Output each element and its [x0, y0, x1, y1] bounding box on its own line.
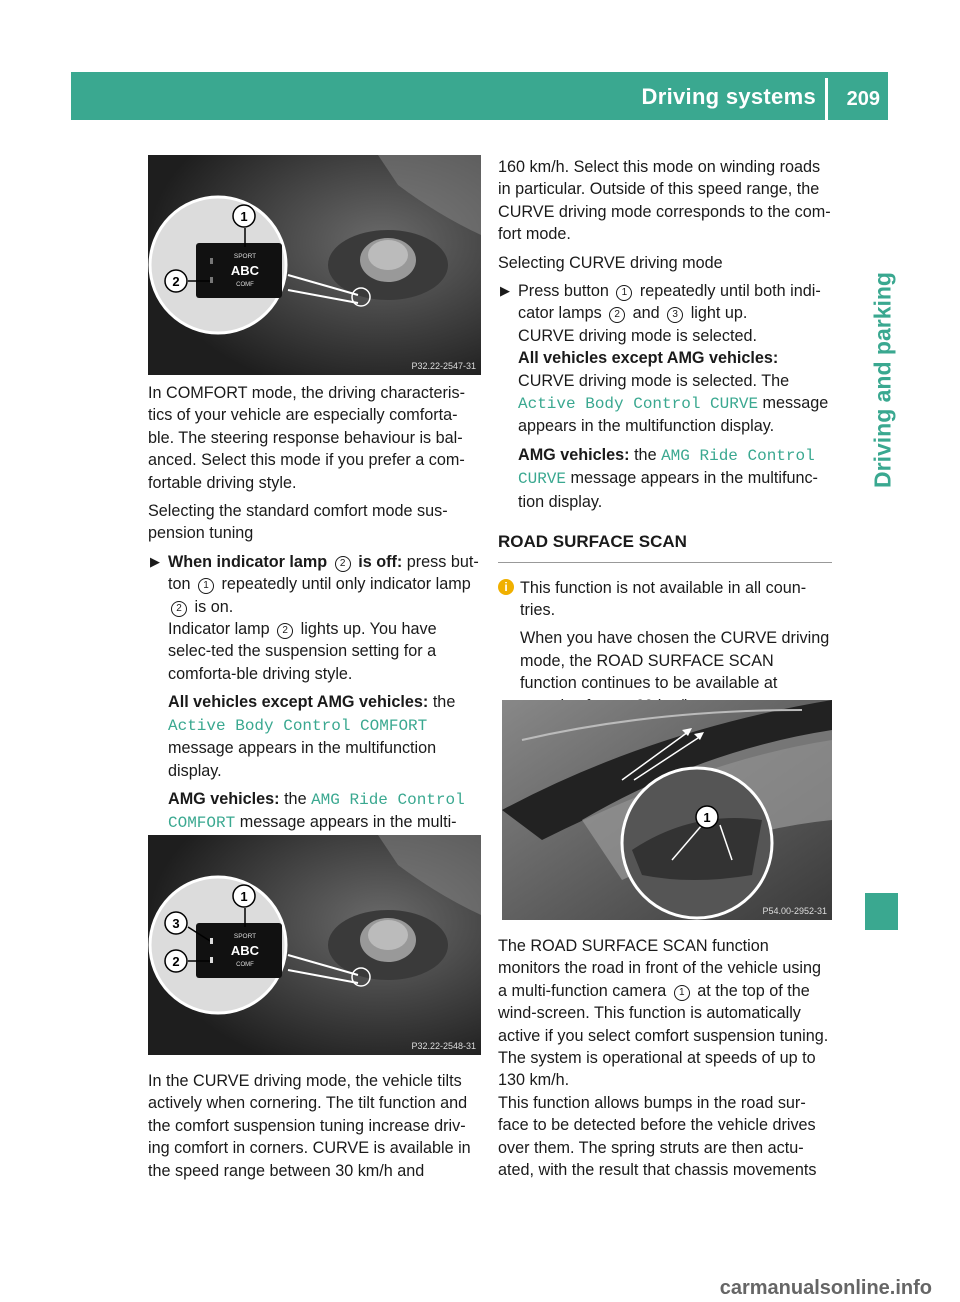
- figure-code: P32.22-2547-31: [411, 361, 476, 371]
- section-heading-block: [498, 531, 832, 562]
- callout-2: 2: [172, 954, 180, 969]
- lamp-comf-label: COMF: [236, 962, 254, 968]
- non-amg-note: [168, 691, 482, 782]
- lamp-abc-label: ABC: [230, 943, 260, 958]
- comfort-mode-description: In COMFORT mode, the driving characteris-tics of your vehicle are especially comforta-ble. The steering response behaviour is bal-anced. Select this mode if you prefer a com-fortable driving style.: [148, 384, 465, 492]
- lamp-comf-label: COMF: [236, 282, 254, 288]
- step-text: repeatedly until both indi-cator lamps: [518, 282, 821, 323]
- road-scan-description: [498, 935, 832, 1092]
- step-text: press but-ton: [168, 552, 479, 594]
- callout-ref: 1: [616, 285, 632, 301]
- note-text: the: [634, 445, 657, 464]
- result-text: lights up. You have selec-ted the suspension setting for a comforta-ble driving style.: [168, 620, 437, 683]
- callout-ref: 3: [667, 307, 683, 323]
- chapter-marker: [865, 893, 898, 930]
- header-bar: [71, 72, 888, 120]
- chapter-tab: [868, 240, 898, 520]
- display-message: AMG Ride Control CURVE: [518, 446, 815, 489]
- chapter-tab-label: Driving and parking: [869, 272, 896, 488]
- lamp-sport-label: SPORT: [233, 253, 257, 260]
- note-label: AMG vehicles:: [168, 789, 280, 808]
- callout-1: 1: [703, 810, 711, 825]
- left-column: [148, 382, 482, 857]
- step-text: repeatedly until only indicator lamp: [221, 575, 471, 594]
- step-text: Press button: [518, 282, 609, 301]
- header-divider: [825, 78, 828, 120]
- callout-ref: 2: [609, 307, 625, 323]
- note-label: All vehicles except AMG vehicles:: [518, 349, 779, 368]
- procedure-step: [148, 551, 482, 857]
- step-result: CURVE driving mode is selected.: [518, 326, 758, 345]
- callout-ref: 2: [335, 556, 351, 572]
- curve-mode-description: In the CURVE driving mode, the vehicle tilts actively when cornering. The tilt function and the comfort suspension tuning increase driv-ing comfort in corners. CURVE is available in the speed range between 30 km/h and: [148, 1072, 471, 1180]
- step-condition-end: is off:: [358, 552, 403, 571]
- callout-ref: 2: [171, 601, 187, 617]
- note-text: CURVE driving mode is selected. The: [518, 371, 790, 390]
- figure-code: P54.00-2952-31: [762, 906, 827, 916]
- watermark: carmanualsonline.info: [719, 1277, 932, 1299]
- info-availability: This function is not available in all coun-tries.: [520, 578, 807, 619]
- right-column: [498, 156, 832, 717]
- section-heading: ROAD SURFACE SCAN: [498, 532, 687, 552]
- note-text: message appears in the multi-: [239, 813, 457, 832]
- figure-code: P32.22-2548-31: [411, 1041, 476, 1051]
- display-message: Active Body Control CURVE: [518, 395, 759, 414]
- heading-rule: [498, 562, 832, 563]
- figure-curve-button: [148, 835, 481, 1055]
- callout-ref: 2: [277, 623, 293, 639]
- curve-speed-range: 160 km/h. Select this mode on winding roads in particular. Outside of this speed range, the CURVE driving mode corresponds to the com-fort mode.: [498, 158, 831, 244]
- page-number: 209: [846, 88, 880, 110]
- road-scan-function: This function allows bumps in the road sur-face to be detected before the vehicle drives over them. The spring struts are then actu-ated, with the result that chassis movements: [498, 1093, 817, 1180]
- figure-comfort-button: [148, 155, 481, 375]
- step-arrow-icon: ▶: [150, 553, 160, 569]
- lamp-abc-label: ABC: [230, 263, 260, 278]
- paragraph-text: at the top of the wind-screen. This function is automatically active if you select comfort suspension tuning. The system is operational at speeds of up to 130 km/h.: [498, 981, 829, 1090]
- callout-3: 3: [172, 916, 180, 931]
- lamp-sport-label: SPORT: [233, 933, 257, 940]
- amg-note: [518, 444, 832, 513]
- road-scan-text: [498, 935, 832, 1181]
- step-result: [168, 618, 482, 685]
- step-text: and: [632, 304, 660, 323]
- callout-ref: 1: [674, 985, 690, 1001]
- curve-intro: [148, 1070, 482, 1182]
- callout-ref: 1: [198, 578, 214, 594]
- non-amg-note: [518, 347, 832, 438]
- note-text: message appears in the multifunc-tion display.: [518, 469, 818, 511]
- note-text: the: [432, 693, 456, 712]
- callout-1: 1: [240, 209, 248, 224]
- section-title: Driving systems: [641, 84, 816, 109]
- procedure-title: Selecting the standard comfort mode sus-pension tuning: [148, 502, 448, 543]
- callout-1: 1: [240, 889, 248, 904]
- step-condition: When indicator lamp: [168, 552, 328, 571]
- info-curve-scan: When you have chosen the CURVE driving mode, the ROAD SURFACE SCAN function continues to be available at: [520, 629, 830, 693]
- step-text: light up.: [690, 304, 748, 323]
- info-note: [498, 577, 832, 717]
- display-message: AMG Ride Control COMFORT: [168, 790, 465, 833]
- note-label: AMG vehicles:: [518, 445, 630, 464]
- figure-camera: [502, 700, 832, 920]
- display-message: Active Body Control COMFORT: [168, 716, 428, 735]
- note-text: the: [284, 789, 307, 808]
- note-text: message appears in the multifunction display.: [168, 739, 437, 780]
- step-text: is on.: [194, 597, 234, 616]
- callout-2: 2: [172, 274, 180, 289]
- paragraph-text: The ROAD SURFACE SCAN function monitors the road in front of the vehicle using a multi-function camera: [498, 937, 822, 1000]
- procedure-step: [498, 280, 832, 513]
- step-arrow-icon: ▶: [500, 283, 510, 299]
- note-text: message appears in the multifunction display.: [518, 394, 829, 436]
- result-text: Indicator lamp: [168, 620, 270, 639]
- procedure-title: Selecting CURVE driving mode: [498, 253, 723, 272]
- info-icon: i: [498, 579, 514, 595]
- note-label: All vehicles except AMG vehicles:: [168, 693, 429, 712]
